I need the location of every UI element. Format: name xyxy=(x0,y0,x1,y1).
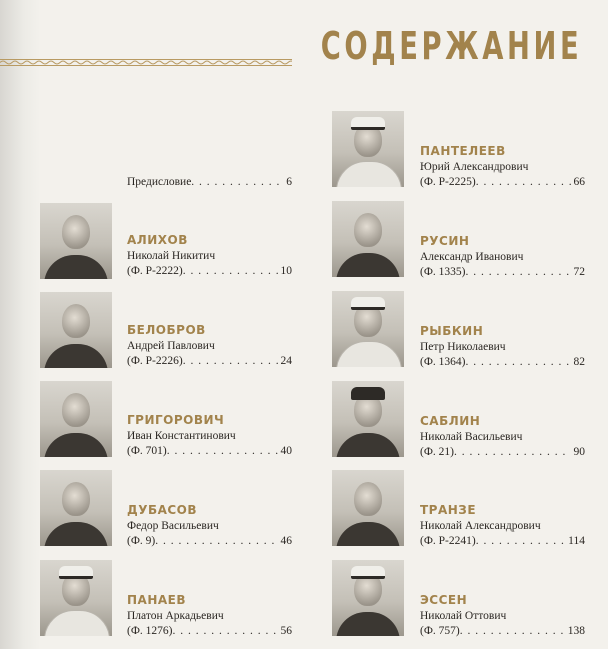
toc-page-number: 40 xyxy=(280,445,292,457)
person-surname: АЛИХОВ xyxy=(127,233,188,247)
leader-dots xyxy=(454,445,571,460)
fund-number: (Ф. 1364) xyxy=(420,356,466,368)
person-surname: ТРАНЗЕ xyxy=(420,503,477,517)
toc-entry-text xyxy=(420,503,585,549)
toc-entry-text xyxy=(420,414,585,460)
fund-number: (Ф. 9) xyxy=(127,535,156,547)
fund-number: (Ф. 757) xyxy=(420,625,460,637)
toc-page-number: 46 xyxy=(280,535,292,547)
fund-number: (Ф. Р-2226) xyxy=(127,355,183,367)
person-surname: ЭССЕН xyxy=(420,593,468,607)
toc-preface[interactable] xyxy=(127,176,292,188)
portrait-photo xyxy=(40,560,112,636)
person-fullname: Андрей Павлович xyxy=(127,340,215,352)
leader-dots xyxy=(173,624,278,639)
person-fullname: Петр Николаевич xyxy=(420,341,506,353)
toc-entry-text xyxy=(420,593,585,639)
portrait-photo xyxy=(332,381,404,457)
toc-page-number: 24 xyxy=(280,355,292,367)
person-fullname: Николай Александрович xyxy=(420,520,541,532)
person-surname: РУСИН xyxy=(420,234,470,248)
portrait-photo xyxy=(40,381,112,457)
toc-entry-text xyxy=(127,593,292,639)
toc-preface-label: Предисловие xyxy=(127,176,192,188)
decorative-border xyxy=(0,58,292,67)
portrait-photo xyxy=(40,292,112,368)
person-surname: ПАНТЕЛЕЕВ xyxy=(420,144,506,158)
fund-number: (Ф. Р-2222) xyxy=(127,265,183,277)
person-fullname: Николай Оттович xyxy=(420,610,507,622)
leader-dots xyxy=(155,534,277,549)
fund-number: (Ф. Р-2225) xyxy=(420,176,476,188)
leader-dots xyxy=(476,175,571,190)
toc-entry-text xyxy=(127,233,292,279)
portrait-photo xyxy=(332,291,404,367)
toc-entry-text xyxy=(127,503,292,549)
toc-page-number: 72 xyxy=(573,266,585,278)
toc-page-number: 82 xyxy=(573,356,585,368)
toc-entry-text xyxy=(127,323,292,369)
toc-page-number: 90 xyxy=(573,446,585,458)
portrait-photo xyxy=(332,470,404,546)
leader-dots xyxy=(466,355,571,370)
person-fullname: Платон Аркадьевич xyxy=(127,610,224,622)
person-fullname: Юрий Александрович xyxy=(420,161,529,173)
fund-number: (Ф. 1276) xyxy=(127,625,173,637)
portrait-photo xyxy=(332,560,404,636)
toc-page-number: 114 xyxy=(568,535,585,547)
leader-dots xyxy=(476,534,565,549)
leader-dots xyxy=(460,624,565,639)
portrait-photo xyxy=(40,470,112,546)
leader-dots xyxy=(183,264,278,279)
fund-number: (Ф. 21) xyxy=(420,446,454,458)
person-fullname: Александр Иванович xyxy=(420,251,524,263)
toc-entry-text xyxy=(420,144,585,190)
leader-dots xyxy=(167,444,278,459)
leader-dots xyxy=(183,354,278,369)
toc-page-number: 56 xyxy=(280,625,292,637)
person-surname: ПАНАЕВ xyxy=(127,593,187,607)
person-fullname: Николай Никитич xyxy=(127,250,216,262)
toc-page-number: 66 xyxy=(573,176,585,188)
toc-page-number: 6 xyxy=(286,176,292,188)
person-fullname: Иван Константинович xyxy=(127,430,236,442)
portrait-photo xyxy=(332,111,404,187)
toc-entry-text xyxy=(127,413,292,459)
portrait-photo xyxy=(40,203,112,279)
fund-number: (Ф. 701) xyxy=(127,445,167,457)
person-surname: ДУБАСОВ xyxy=(127,503,198,517)
toc-page-number: 138 xyxy=(567,625,585,637)
person-surname: БЕЛОБРОВ xyxy=(127,323,206,337)
toc-entry-text xyxy=(420,324,585,370)
toc-page-number: 10 xyxy=(280,265,292,277)
leader-dots xyxy=(466,265,571,280)
person-fullname: Николай Васильевич xyxy=(420,431,523,443)
page-title: СОДЕРЖАНИЕ xyxy=(320,24,582,68)
leader-dots xyxy=(191,176,283,188)
page-binding-shadow xyxy=(0,0,40,649)
portrait-photo xyxy=(332,201,404,277)
person-fullname: Федор Васильевич xyxy=(127,520,219,532)
toc-entry-text xyxy=(420,234,585,280)
fund-number: (Ф. Р-2241) xyxy=(420,535,476,547)
person-surname: ГРИГОРОВИЧ xyxy=(127,413,225,427)
person-surname: РЫБКИН xyxy=(420,324,484,338)
person-surname: САБЛИН xyxy=(420,414,481,428)
fund-number: (Ф. 1335) xyxy=(420,266,466,278)
